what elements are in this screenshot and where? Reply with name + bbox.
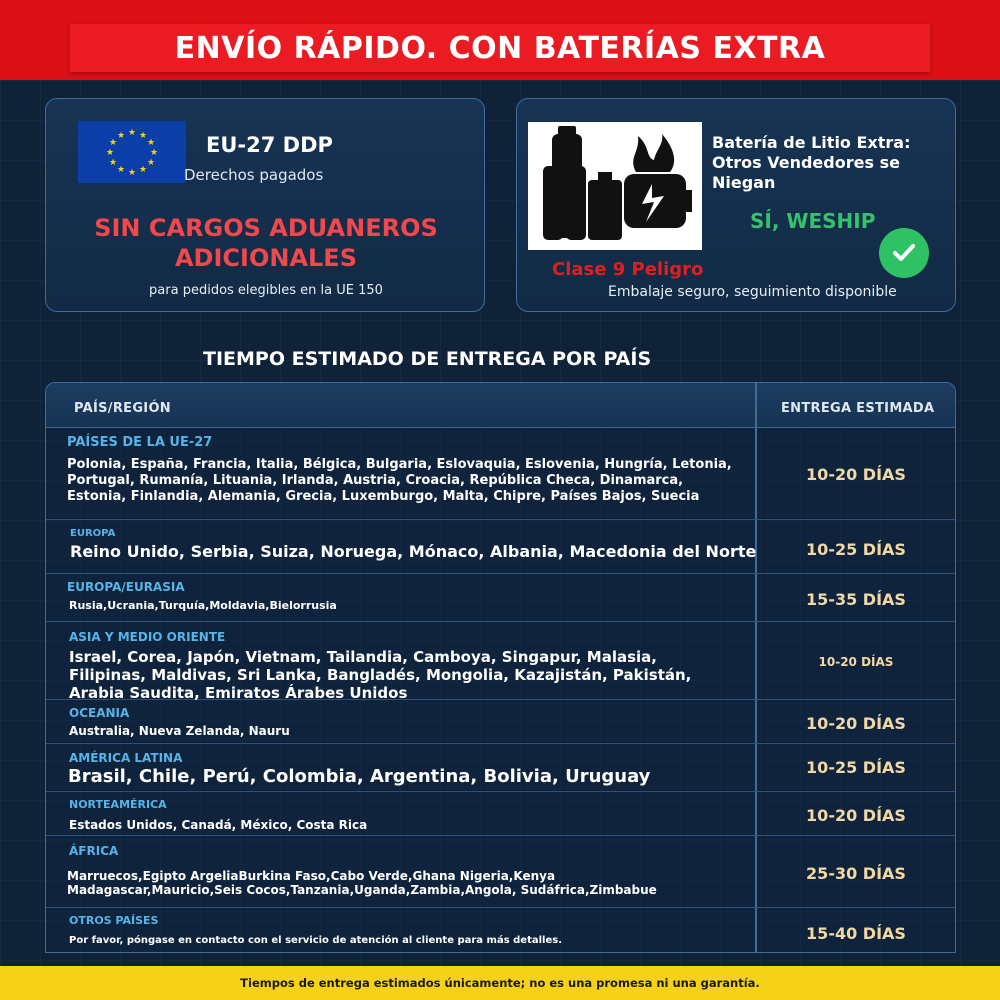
- row-countries-line: Israel, Corea, Japón, Vietnam, Tailandia, Camboya, Singapur, Malasia,: [69, 648, 657, 666]
- eu-ddp-title: EU-27 DDP: [206, 133, 333, 157]
- row-countries-line: Brasil, Chile, Perú, Colombia, Argentina, Bolivia, Uruguay: [68, 766, 651, 787]
- svg-text:★: ★: [108, 138, 118, 148]
- row-countries-line: Portugal, Rumanía, Lituania, Irlanda, Austria, Croacia, República Checa, Dinamarca,: [67, 473, 684, 488]
- svg-text:★: ★: [127, 168, 137, 178]
- row-countries-line: Rusia,Ucrania,Turquía,Moldavia,Bielorrusia: [69, 599, 337, 612]
- row-countries-line: Madagascar,Mauricio,Seis Cocos,Tanzania,Uganda,Zambia,Angola, Sudáfrica,Zimbabue: [67, 883, 657, 897]
- table-row-africa: [46, 836, 956, 908]
- eligible-orders-note: para pedidos elegibles en la UE 150: [149, 283, 383, 298]
- header-delivery: ENTREGA ESTIMADA: [781, 401, 935, 416]
- row-days: 10-20 DÍAS: [818, 655, 894, 669]
- header-region: PAÍS/REGIÓN: [74, 401, 171, 416]
- row-category: PAÍSES DE LA UE-27: [67, 435, 213, 450]
- svg-text:★: ★: [116, 131, 126, 141]
- table-row-eu27: [46, 427, 956, 520]
- row-countries-line: Polonia, España, Francia, Italia, Bélgica, Bulgaria, Eslovaquia, Eslovenia, Hungría, Letonia,: [67, 457, 732, 472]
- weship-label: SÍ, WESHIP: [750, 209, 876, 233]
- eu-ddp-card: [45, 98, 485, 312]
- svg-text:★: ★: [108, 158, 118, 168]
- svg-text:★: ★: [146, 158, 156, 168]
- row-countries: [67, 869, 657, 897]
- battery-fire-icon: [528, 122, 702, 250]
- row-countries: [69, 934, 562, 947]
- row-countries-line: Filipinas, Maldivas, Sri Lanka, Bangladés, Mongolia, Kazajistán, Pakistán,: [69, 666, 692, 684]
- table-row-north-america: [46, 792, 956, 836]
- table-row-others: [46, 908, 956, 953]
- row-days: 10-25 DÍAS: [806, 758, 906, 777]
- row-days: 10-20 DÍAS: [806, 806, 906, 825]
- table-row-oceania: [46, 700, 956, 744]
- row-category: NORTEAMÉRICA: [69, 798, 167, 811]
- row-days: 10-25 DÍAS: [806, 540, 906, 559]
- row-category: EUROPA: [70, 528, 116, 539]
- row-countries-line: Estados Unidos, Canadá, México, Costa Rica: [69, 818, 368, 832]
- banner-title: ENVÍO RÁPIDO. CON BATERÍAS EXTRA: [70, 24, 930, 72]
- row-countries-line: Arabia Saudita, Emiratos Árabes Unidos: [69, 684, 408, 702]
- row-countries: [68, 766, 650, 788]
- row-days: 15-40 DÍAS: [806, 924, 906, 943]
- hazard-class-label: Clase 9 Peligro: [552, 259, 704, 280]
- delivery-table: [45, 382, 956, 953]
- row-countries-line: Australia, Nueva Zelanda, Nauru: [69, 724, 290, 738]
- battery-card: [516, 98, 956, 312]
- row-countries: [67, 457, 732, 505]
- eu-flag-icon: [78, 121, 186, 183]
- row-category: ÁFRICA: [69, 844, 119, 858]
- footer-disclaimer: Tiempos de entrega estimados únicamente; no es una promesa ni una garantía.: [0, 966, 1000, 1000]
- no-customs-fees-headline: [46, 213, 486, 273]
- svg-text:★: ★: [149, 148, 159, 158]
- svg-text:★: ★: [105, 148, 115, 158]
- row-countries-line: Reino Unido, Serbia, Suiza, Noruega, Mónaco, Albania, Macedonia del Norte: [70, 542, 757, 561]
- row-days: 15-35 DÍAS: [806, 590, 906, 609]
- battery-title: [712, 133, 942, 193]
- row-days: 10-20 DÍAS: [806, 465, 906, 484]
- headline-line-1: SIN CARGOS ADUANEROS: [94, 214, 438, 242]
- table-row-europa: [46, 520, 956, 574]
- row-category: OCEANIA: [69, 706, 130, 720]
- svg-text:★: ★: [146, 138, 156, 148]
- row-category: OTROS PAÍSES: [69, 914, 159, 927]
- svg-text:★: ★: [138, 131, 148, 141]
- row-countries-line: Estonia, Finlandia, Alemania, Grecia, Luxemburgo, Malta, Chipre, Países Bajos, Suecia: [67, 489, 700, 504]
- row-days: 25-30 DÍAS: [806, 864, 906, 883]
- battery-title-line-1: Batería de Litio Extra:: [712, 133, 911, 152]
- check-icon: [879, 228, 929, 278]
- row-category: EUROPA/EURASIA: [67, 580, 185, 594]
- eu-ddp-subtitle: Derechos pagados: [184, 166, 324, 184]
- row-countries: [69, 648, 691, 702]
- row-countries-line: Marruecos,Egipto ArgeliaBurkina Faso,Cabo Verde,Ghana Nigeria,Kenya: [67, 869, 556, 883]
- battery-title-line-3: Niegan: [712, 173, 776, 192]
- svg-text:★: ★: [116, 165, 126, 175]
- svg-text:★: ★: [138, 165, 148, 175]
- row-category: AMÉRICA LATINA: [69, 751, 183, 765]
- row-category: ASIA Y MEDIO ORIENTE: [69, 630, 226, 644]
- row-countries: [69, 818, 367, 832]
- battery-title-line-2: Otros Vendedores se: [712, 153, 900, 172]
- row-countries: [69, 724, 290, 738]
- table-header: [46, 383, 956, 428]
- table-row-asia: [46, 622, 956, 700]
- headline-line-2: ADICIONALES: [174, 244, 357, 272]
- row-days: 10-20 DÍAS: [806, 714, 906, 733]
- table-row-latam: [46, 744, 956, 792]
- svg-text:★: ★: [127, 128, 137, 138]
- table-row-eurasia: [46, 574, 956, 622]
- row-countries: [69, 599, 337, 613]
- row-countries-line: Por favor, póngase en contacto con el servicio de atención al cliente para más detalles.: [69, 935, 562, 946]
- row-countries: [70, 542, 756, 562]
- safe-packaging-note: Embalaje seguro, seguimiento disponible: [608, 284, 897, 300]
- delivery-table-title: TIEMPO ESTIMADO DE ENTREGA POR PAÍS: [203, 348, 652, 370]
